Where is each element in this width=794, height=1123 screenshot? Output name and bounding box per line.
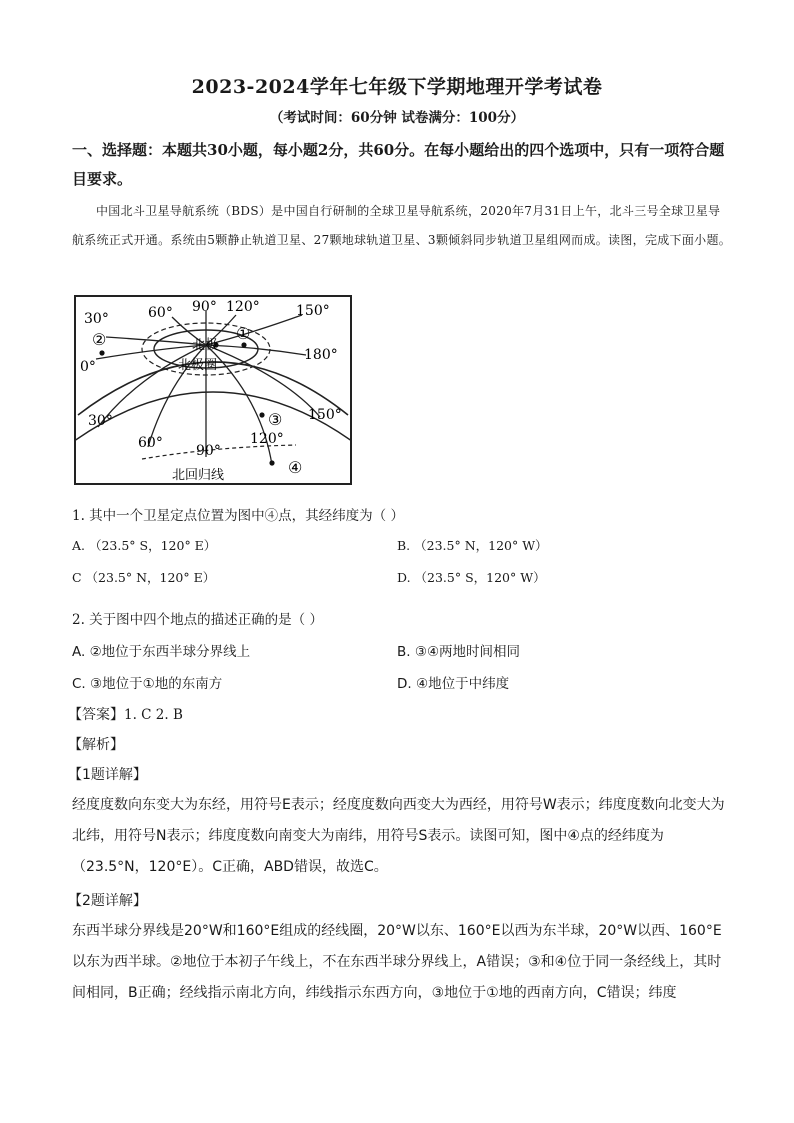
- meridian-lower-150: [206, 345, 320, 417]
- q1-option-b[interactable]: B. （23.5° N，120° W）: [397, 538, 548, 553]
- q1-option-a[interactable]: A. （23.5° S，120° E）: [72, 538, 217, 553]
- point-4-label: ④: [288, 458, 303, 477]
- lon-label-bottom-60: 60°: [138, 435, 163, 451]
- arctic-circle-label: 北极圈: [178, 358, 218, 373]
- q1-option-d[interactable]: D. （23.5° S，120° W）: [397, 570, 546, 585]
- polar-projection-map: [74, 295, 352, 485]
- map-svg: [76, 297, 350, 483]
- point-1-label: ①: [236, 324, 251, 343]
- lon-label-top-120: 120°: [226, 299, 260, 315]
- q2-option-d[interactable]: D. ④地位于中纬度: [397, 676, 510, 692]
- detail-1-text: 经度度数向东变大为东经，用符号E表示；经度度数向西变大为西经，用符号W表示；纬度度数向北变大为北纬，用符号N表示；纬度度数向南变大为南纬，用符号S表示。读图可知，图中④点的经纬度为（23.5°N，120°E）。C正确，ABD错误，故选C。: [72, 797, 725, 875]
- lon-label-bottom-120: 120°: [250, 431, 284, 447]
- question-2-stem: 2. 关于图中四个地点的描述正确的是（ ）: [72, 612, 323, 628]
- pole-label: 北极: [192, 338, 219, 353]
- detail-2-tag: 【2题详解】: [68, 893, 147, 909]
- analysis-tag: 【解析】: [68, 737, 124, 753]
- intro-paragraph: 中国北斗卫星导航系统（BDS）是中国自行研制的全球卫星导航系统，2020年7月31日上午，北斗三号全球卫星导航系统正式开通。系统由5颗静止轨道卫星、27颗地球轨道卫星、3颗倾斜同步轨道卫星组网而成。读图，完成下面小题。: [72, 204, 732, 247]
- lon-label-top-30: 30°: [84, 311, 109, 327]
- section-heading: 一、选择题：本题共30小题，每小题2分，共60分。在每小题给出的四个选项中，只有一项符合题目要求。: [72, 141, 725, 188]
- lon-label-180: 180°: [304, 347, 338, 363]
- exam-info: （考试时间：60分钟 试卷满分：100分）: [269, 110, 525, 126]
- point-4-dot: [269, 460, 274, 465]
- tropic-label: 北回归线: [172, 468, 225, 483]
- q2-option-a[interactable]: A. ②地位于东西半球分界线上: [72, 644, 251, 660]
- answer-tag: 【答案】: [68, 707, 124, 723]
- lon-label-top-150: 150°: [296, 303, 330, 319]
- lon-label-0: 0°: [80, 359, 96, 375]
- q2-option-b[interactable]: B. ③④两地时间相同: [397, 644, 521, 660]
- answer-text: 1. C 2. B: [124, 707, 183, 723]
- point-3-dot: [259, 412, 264, 417]
- lon-label-top-90: 90°: [192, 299, 217, 315]
- lon-label-top-60: 60°: [148, 305, 173, 321]
- q1-option-c[interactable]: C （23.5° N，120° E）: [72, 570, 216, 585]
- point-2-label: ②: [92, 330, 107, 349]
- lon-label-bottom-150: 150°: [308, 407, 342, 423]
- lon-label-bottom-30: 30°: [88, 413, 113, 429]
- point-2-dot: [99, 350, 104, 355]
- q2-option-c[interactable]: C. ③地位于①地的东南方: [72, 676, 223, 692]
- lon-label-bottom-90: 90°: [196, 443, 221, 459]
- point-1-dot: [241, 342, 246, 347]
- point-3-label: ③: [268, 410, 283, 429]
- meridian-0: [96, 345, 206, 359]
- page-title: 2023-2024学年七年级下学期地理开学考试卷: [191, 76, 603, 98]
- question-1-stem: 1. 其中一个卫星定点位置为图中④点，其经纬度为（ ）: [72, 508, 404, 524]
- answer-line: [68, 704, 183, 724]
- detail-2-text: 东西半球分界线是20°W和160°E组成的经线圈，20°W以东、160°E以西为东半球，20°W以西、160°E以东为西半球。②地位于本初子午线上，不在东西半球分界线上，A错误；③和④位于同一条经线上，其时间相同，B正确；经线指示南北方向，纬线指示东西方向，③地位于①地的西南方向，C错误；纬度: [72, 923, 722, 1001]
- detail-1-tag: 【1题详解】: [68, 767, 147, 783]
